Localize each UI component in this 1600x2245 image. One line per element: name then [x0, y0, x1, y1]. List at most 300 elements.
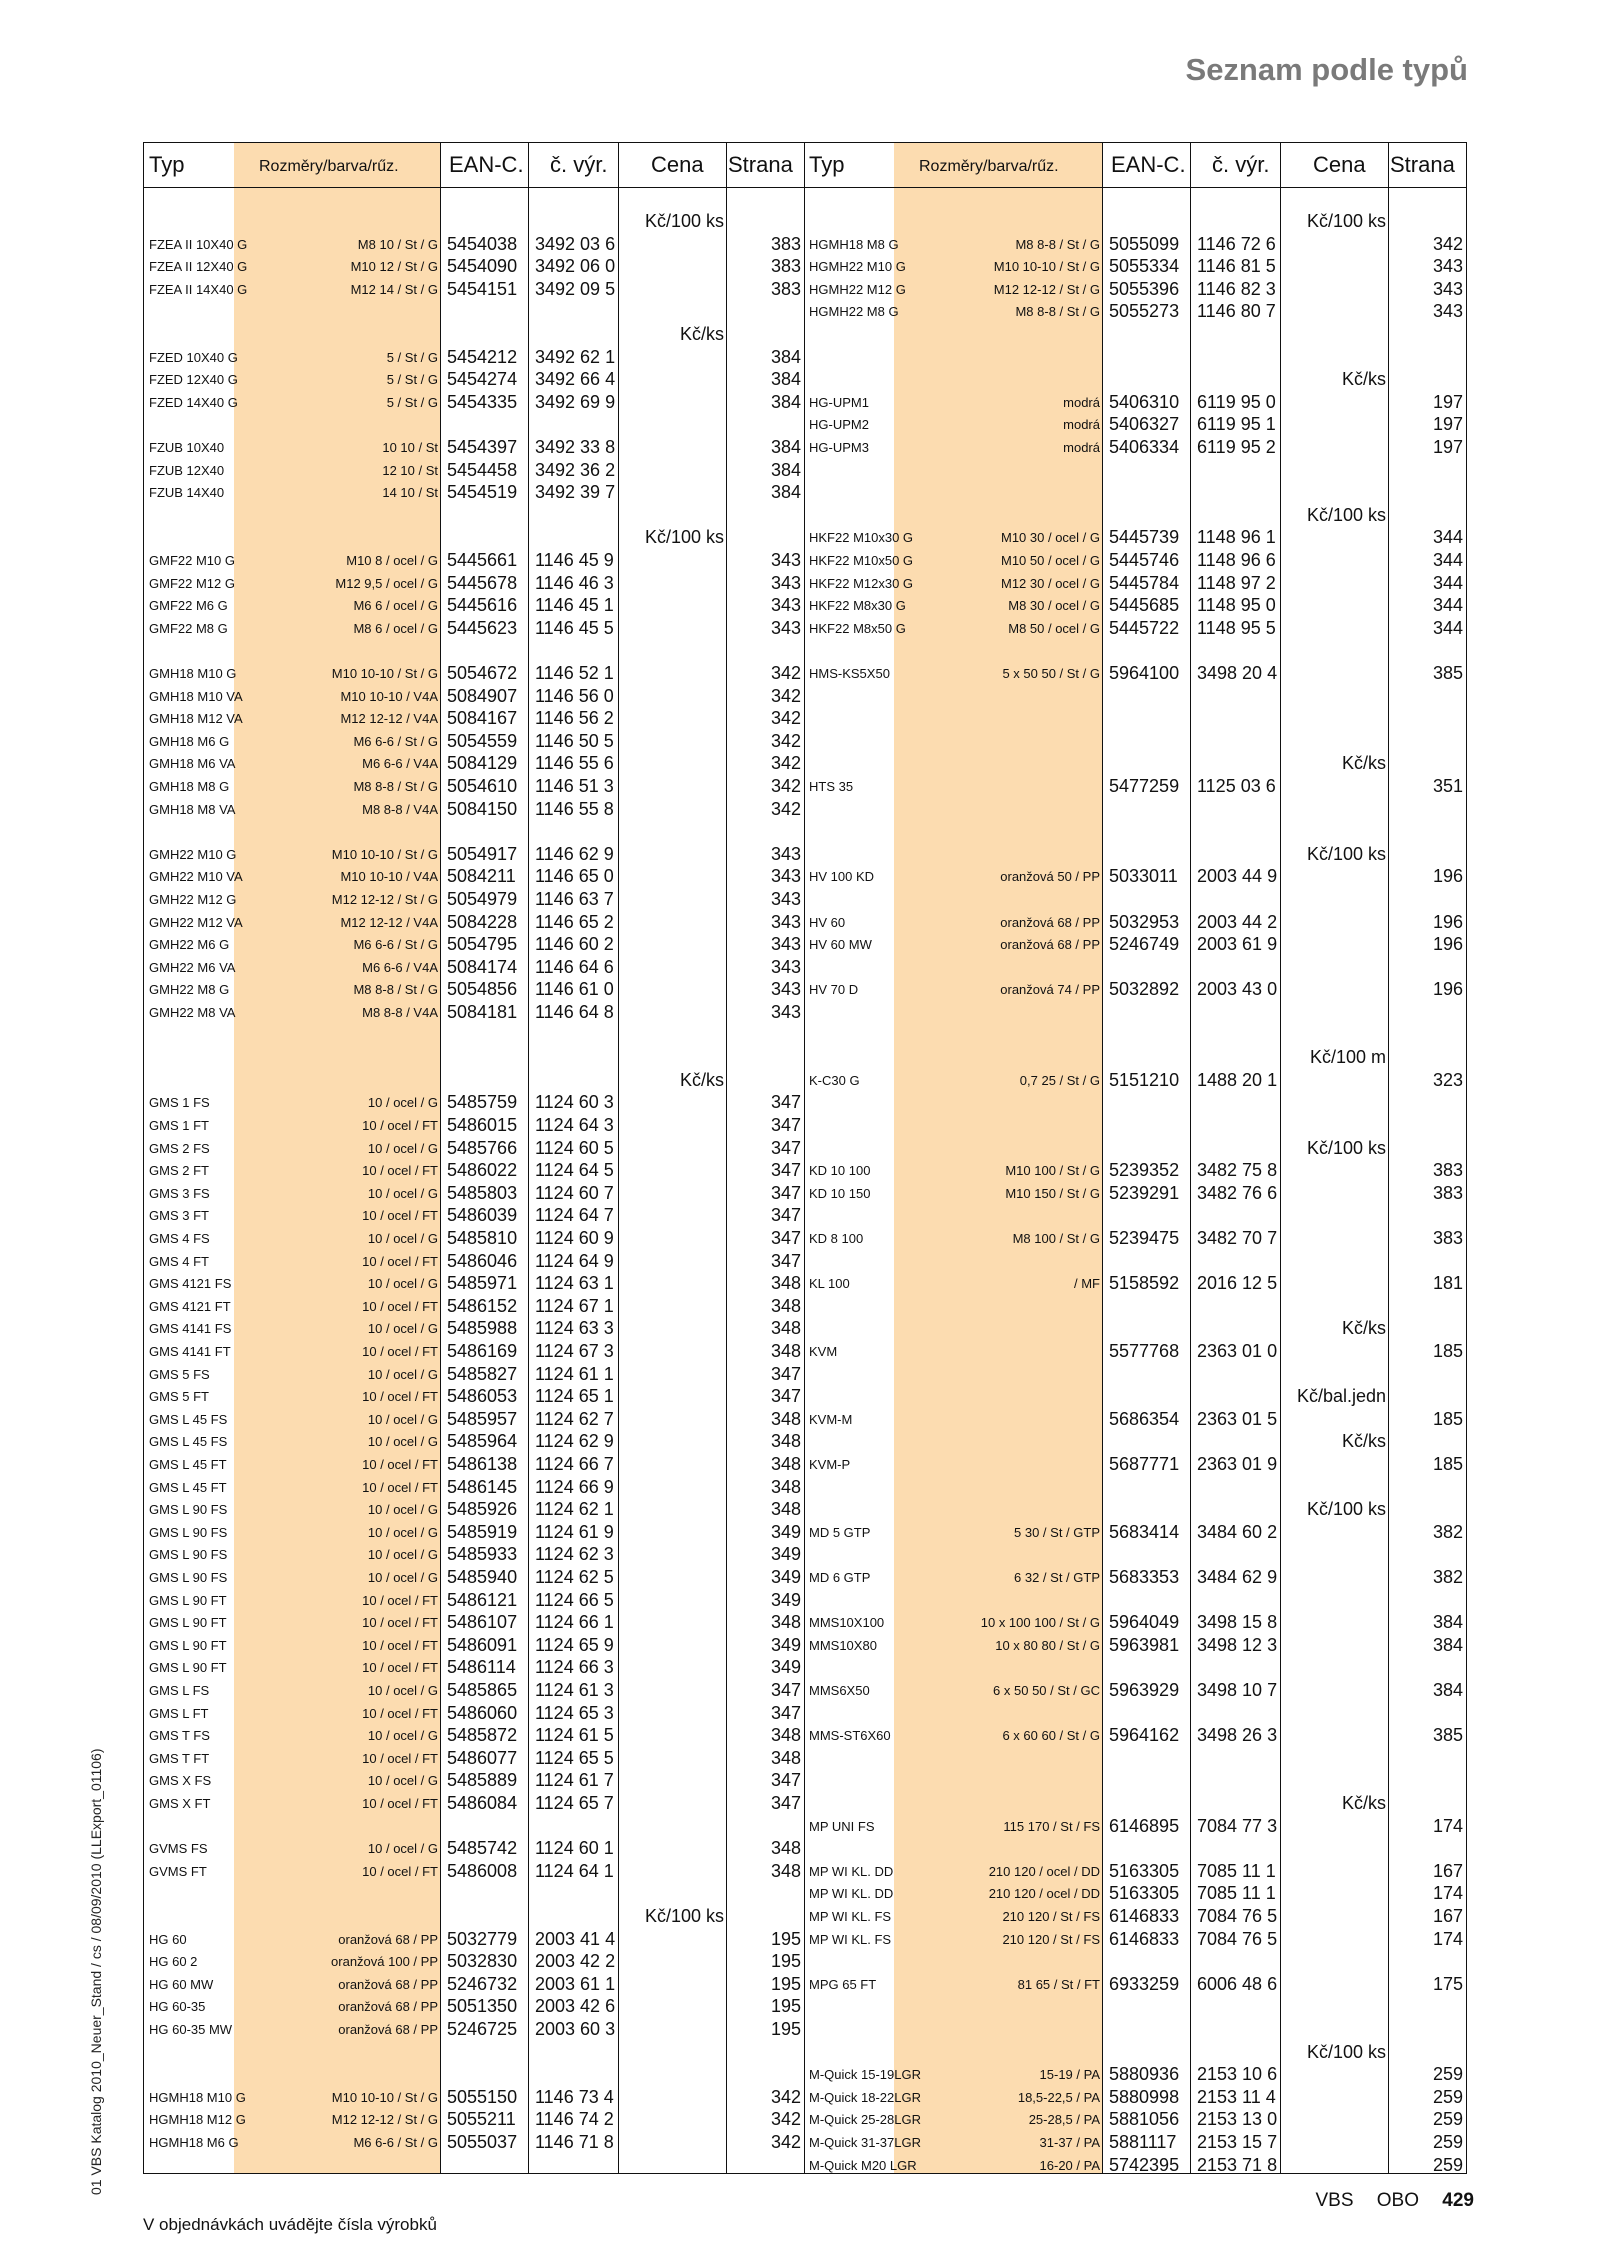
row-cislo-vyrobku: 1124 61 1 — [535, 1363, 614, 1384]
row-rozmery: 210 120 / ocel / DD — [988, 1863, 1100, 1879]
row-typ: MP WI KL. FS — [809, 1931, 892, 1947]
row-typ: MMS-ST6X60 — [809, 1728, 891, 1744]
table-row — [804, 233, 1466, 255]
table-row — [144, 1159, 804, 1181]
row-cislo-vyrobku: 1124 60 1 — [535, 1838, 614, 1859]
row-cislo-vyrobku: 3492 69 9 — [535, 391, 616, 412]
row-cislo-vyrobku: 3492 03 6 — [535, 233, 616, 254]
row-rozmery: 10 / ocel / FT — [362, 1344, 438, 1359]
row-rozmery: modrá — [1063, 417, 1100, 433]
table-row — [804, 1679, 1466, 1701]
row-strana: 344 — [1432, 550, 1463, 570]
row-ean: 5485759 — [447, 1092, 518, 1113]
table-row — [804, 933, 1466, 955]
row-cislo-vyrobku: 1148 96 6 — [1197, 550, 1276, 570]
row-rozmery: M8 8-8 / St / G — [1015, 304, 1100, 320]
table-row — [144, 1950, 804, 1972]
row-ean: 5486060 — [447, 1702, 518, 1723]
row-rozmery: 10 / ocel / G — [367, 1185, 438, 1201]
row-typ: GMS 4141 FT — [149, 1344, 231, 1359]
row-strana: 344 — [1432, 617, 1463, 638]
row-strana: 342 — [770, 730, 801, 751]
row-strana: 348 — [770, 1318, 801, 1339]
row-rozmery: 10 / ocel / FT — [362, 1796, 438, 1811]
row-strana: 348 — [770, 1499, 801, 1520]
row-typ: KD 8 100 — [809, 1231, 864, 1246]
row-rozmery: 10 / ocel / FT — [362, 1863, 438, 1879]
table-row — [144, 1860, 804, 1882]
row-ean: 5445616 — [447, 595, 518, 616]
row-ean: 5454151 — [447, 278, 518, 299]
row-strana: 343 — [770, 843, 801, 864]
row-cislo-vyrobku: 1148 96 1 — [1197, 527, 1276, 548]
row-strana: 384 — [770, 482, 801, 503]
row-cislo-vyrobku: 7084 77 3 — [1197, 1815, 1278, 1836]
row-strana: 348 — [770, 1431, 801, 1452]
price-unit-label: Kč/100 ks — [1306, 1137, 1386, 1158]
row-ean: 5445746 — [1109, 550, 1180, 570]
row-rozmery: oranžová 68 / PP — [338, 1976, 438, 1992]
row-rozmery: 10 / ocel / G — [367, 1502, 438, 1518]
row-ean: 5054672 — [447, 663, 518, 683]
row-rozmery: 210 120 / St / FS — [1002, 1931, 1100, 1947]
table-row — [144, 775, 804, 797]
row-rozmery: 5 / St / G — [386, 372, 438, 388]
table-row — [804, 1340, 1466, 1362]
row-strana: 342 — [770, 753, 801, 774]
row-cislo-vyrobku: 1124 65 3 — [535, 1702, 614, 1723]
row-rozmery: 10 / ocel / G — [367, 1524, 438, 1540]
row-rozmery: M12 30 / ocel / G — [1001, 575, 1100, 591]
table-row — [804, 2063, 1466, 2085]
row-typ: FZED 12X40 G — [149, 372, 238, 388]
table-row — [144, 233, 804, 255]
row-strana: 349 — [770, 1521, 801, 1542]
row-typ: MP WI KL. DD — [809, 1863, 894, 1879]
row-rozmery: M6 6-6 / St / G — [353, 937, 438, 953]
row-cislo-vyrobku: 1146 52 1 — [535, 663, 614, 683]
table-row — [804, 1566, 1466, 1588]
row-typ: GMS 1 FT — [149, 1118, 209, 1133]
row-ean: 5964100 — [1109, 663, 1180, 683]
row-strana: 348 — [770, 1476, 801, 1497]
table-row — [804, 1611, 1466, 1633]
row-strana: 175 — [1432, 1973, 1463, 1994]
row-typ: HGMH22 M10 G — [809, 259, 906, 275]
row-typ: HGMH18 M12 G — [149, 2112, 246, 2128]
row-strana: 348 — [770, 1408, 801, 1429]
row-ean: 5055273 — [1109, 301, 1180, 322]
table-row — [804, 2131, 1466, 2153]
table-row — [144, 707, 804, 729]
row-typ: GMH22 M10 VA — [149, 869, 243, 885]
row-ean: 5084907 — [447, 685, 518, 706]
row-cislo-vyrobku: 1124 65 1 — [535, 1386, 614, 1407]
row-rozmery: M6 6-6 / St / G — [353, 2135, 438, 2150]
table-row — [144, 617, 804, 639]
header-ean: EAN-C. — [449, 152, 524, 177]
row-typ: GMS 4 FT — [149, 1253, 209, 1269]
row-cislo-vyrobku: 3492 33 8 — [535, 437, 616, 457]
row-rozmery: 10 / ocel / FT — [362, 1208, 438, 1224]
row-strana: 384 — [770, 346, 801, 367]
row-ean: 5686354 — [1109, 1408, 1180, 1429]
row-cislo-vyrobku: 2003 61 9 — [1197, 934, 1278, 955]
row-ean: 5445722 — [1109, 617, 1180, 638]
table-left-half — [144, 143, 804, 2173]
page-number: 429 — [1442, 2190, 1474, 2211]
row-typ: GMS L 45 FT — [149, 1457, 227, 1472]
row-typ: FZED 10X40 G — [149, 349, 238, 365]
row-ean: 5486022 — [447, 1160, 518, 1181]
row-strana: 195 — [770, 2019, 801, 2039]
row-typ: M-Quick 25-28LGR — [809, 2112, 921, 2128]
row-cislo-vyrobku: 1124 66 5 — [535, 1589, 614, 1610]
row-cislo-vyrobku: 3482 75 8 — [1197, 1160, 1278, 1181]
row-strana: 323 — [1432, 1069, 1463, 1090]
row-ean: 5485803 — [447, 1182, 518, 1203]
row-cislo-vyrobku: 1124 64 7 — [535, 1205, 614, 1226]
row-ean: 5084228 — [447, 911, 518, 932]
page-title: Seznam podle typů — [1185, 52, 1468, 87]
row-strana: 195 — [770, 1951, 801, 1972]
table-row — [804, 1182, 1466, 1204]
row-rozmery: M8 50 / ocel / G — [1008, 620, 1100, 636]
row-ean: 5032779 — [447, 1928, 518, 1949]
row-rozmery: 10 / ocel / G — [367, 1773, 438, 1789]
row-cislo-vyrobku: 1124 66 7 — [535, 1454, 614, 1474]
table-row — [144, 1995, 804, 2017]
table-row — [144, 1453, 804, 1475]
row-cislo-vyrobku: 2003 44 9 — [1197, 866, 1278, 887]
table-row — [804, 1408, 1466, 1430]
row-strana: 197 — [1432, 391, 1463, 412]
row-rozmery: 5 30 / St / GTP — [1014, 1524, 1100, 1540]
table-row — [804, 911, 1466, 933]
row-rozmery: 10 / ocel / G — [367, 1366, 438, 1382]
row-typ: HGMH18 M10 G — [149, 2089, 246, 2105]
table-row — [144, 459, 804, 481]
row-cislo-vyrobku: 1146 55 6 — [535, 753, 614, 774]
row-typ: GMF22 M8 G — [149, 620, 228, 636]
price-unit-label: Kč/100 ks — [1306, 843, 1386, 864]
row-strana: 385 — [1432, 1725, 1463, 1746]
row-ean: 5485964 — [447, 1431, 518, 1452]
row-strana: 383 — [770, 278, 801, 299]
row-cislo-vyrobku: 1124 67 1 — [535, 1295, 614, 1316]
row-typ: GMS 2 FS — [149, 1140, 210, 1156]
price-unit-label: Kč/100 ks — [644, 1906, 724, 1926]
row-typ: HV 100 KD — [809, 869, 875, 885]
row-cislo-vyrobku: 1146 65 0 — [535, 866, 614, 887]
row-cislo-vyrobku: 1146 56 2 — [535, 708, 614, 729]
row-cislo-vyrobku: 1146 80 7 — [1197, 301, 1276, 322]
row-typ: GMS 5 FS — [149, 1366, 210, 1382]
row-cislo-vyrobku: 1146 74 2 — [535, 2109, 614, 2130]
row-rozmery: 6 x 50 50 / St / GC — [993, 1683, 1100, 1698]
row-cislo-vyrobku: 2363 01 9 — [1197, 1454, 1278, 1474]
row-typ: GMS L 90 FS — [149, 1524, 228, 1540]
price-unit-label: Kč/100 ks — [1306, 504, 1386, 525]
row-rozmery: 10 / ocel / FT — [362, 1705, 438, 1721]
row-cislo-vyrobku: 1146 60 2 — [535, 934, 614, 955]
row-strana: 342 — [770, 2132, 801, 2152]
table-row — [144, 2131, 804, 2153]
row-rozmery: M8 6 / ocel / G — [353, 620, 438, 636]
row-strana: 347 — [770, 1092, 801, 1113]
row-strana: 196 — [1432, 866, 1463, 887]
table-row — [144, 1385, 804, 1407]
row-strana: 348 — [770, 1454, 801, 1474]
price-unit-label: Kč/ks — [1341, 1318, 1386, 1339]
row-ean: 5454519 — [447, 482, 518, 503]
row-typ: GMS L FS — [149, 1683, 210, 1698]
row-cislo-vyrobku: 2003 61 1 — [535, 1973, 616, 1994]
row-typ: GMS L 45 FS — [149, 1434, 228, 1450]
row-rozmery: modrá — [1063, 394, 1100, 410]
row-cislo-vyrobku: 1146 63 7 — [535, 889, 614, 909]
row-cislo-vyrobku: 1124 67 3 — [535, 1341, 614, 1361]
row-rozmery: / MF — [1074, 1276, 1100, 1292]
row-typ: GVMS FS — [149, 1841, 208, 1857]
row-ean: 5485742 — [447, 1838, 518, 1859]
row-rozmery: 25-28,5 / PA — [1028, 2112, 1100, 2128]
row-strana: 259 — [1432, 2109, 1463, 2130]
row-strana: 349 — [770, 1567, 801, 1587]
row-cislo-vyrobku: 2363 01 5 — [1197, 1408, 1278, 1429]
row-strana: 349 — [770, 1657, 801, 1678]
row-rozmery: 6 x 60 60 / St / G — [1002, 1728, 1100, 1744]
table-row — [144, 1295, 804, 1317]
row-rozmery: 210 120 / ocel / DD — [988, 1886, 1100, 1902]
row-strana: 347 — [770, 1770, 801, 1791]
row-strana: 185 — [1432, 1454, 1463, 1474]
row-ean: 5963981 — [1109, 1634, 1180, 1655]
row-strana: 347 — [770, 1182, 801, 1203]
row-rozmery: M8 8-8 / St / G — [353, 982, 438, 998]
row-typ: GMH18 M6 G — [149, 733, 230, 749]
row-ean: 5239352 — [1109, 1160, 1180, 1181]
row-typ: GMH22 M6 G — [149, 937, 230, 953]
row-cislo-vyrobku: 1124 62 1 — [535, 1499, 614, 1520]
row-rozmery: M10 10-10 / St / G — [331, 846, 438, 862]
row-cislo-vyrobku: 1148 97 2 — [1197, 572, 1276, 593]
row-ean: 5486145 — [447, 1476, 518, 1497]
row-strana: 197 — [1432, 437, 1463, 457]
row-strana: 259 — [1432, 2132, 1463, 2152]
row-rozmery: 10 x 80 80 / St / G — [995, 1637, 1100, 1653]
row-cislo-vyrobku: 1146 73 4 — [535, 2086, 614, 2107]
row-ean: 5406327 — [1109, 414, 1180, 435]
row-cislo-vyrobku: 3498 12 3 — [1197, 1634, 1278, 1655]
row-ean: 5445678 — [447, 572, 518, 593]
row-typ: M-Quick 18-22LGR — [809, 2089, 921, 2105]
row-rozmery: M8 8-8 / St / G — [353, 779, 438, 794]
row-rozmery: M10 30 / ocel / G — [1001, 530, 1100, 546]
row-ean: 5454335 — [447, 391, 518, 412]
header-cena: Cena — [1313, 152, 1366, 177]
row-typ: GMS T FT — [149, 1750, 210, 1766]
row-ean: 5445739 — [1109, 527, 1180, 548]
row-rozmery: oranžová 68 / PP — [338, 1999, 438, 2015]
row-rozmery: 10 / ocel / FT — [362, 1253, 438, 1269]
row-strana: 348 — [770, 1295, 801, 1316]
row-rozmery: 15-19 / PA — [1039, 2067, 1100, 2083]
row-strana: 348 — [770, 1747, 801, 1768]
row-ean: 5239291 — [1109, 1182, 1180, 1203]
row-cislo-vyrobku: 1124 60 9 — [535, 1228, 614, 1248]
row-cislo-vyrobku: 2153 15 7 — [1197, 2132, 1278, 2152]
table-row — [144, 481, 804, 503]
row-ean: 6146833 — [1109, 1906, 1180, 1926]
row-typ: GMH22 M12 G — [149, 892, 237, 907]
table-row — [144, 1340, 804, 1362]
row-strana: 343 — [1432, 256, 1463, 277]
row-rozmery: oranžová 68 / PP — [1000, 937, 1100, 953]
row-ean: 5486152 — [447, 1295, 518, 1316]
row-cislo-vyrobku: 1124 60 5 — [535, 1137, 614, 1158]
row-strana: 347 — [770, 1702, 801, 1723]
table-row — [144, 572, 804, 594]
row-cislo-vyrobku: 3482 70 7 — [1197, 1228, 1278, 1248]
row-rozmery: M12 12-12 / St / G — [331, 2112, 438, 2128]
row-strana: 348 — [770, 1612, 801, 1633]
row-ean: 5485940 — [447, 1567, 518, 1587]
row-rozmery: M10 12 / St / G — [350, 259, 438, 275]
row-typ: GMS L 90 FT — [149, 1615, 227, 1631]
row-strana: 343 — [770, 866, 801, 887]
table-row — [804, 662, 1466, 684]
row-rozmery: M10 150 / St / G — [1005, 1185, 1100, 1201]
table-row — [144, 911, 804, 933]
row-cislo-vyrobku: 1124 66 3 — [535, 1657, 614, 1678]
row-strana: 174 — [1432, 1883, 1463, 1904]
row-rozmery: 210 120 / St / FS — [1002, 1909, 1100, 1924]
row-rozmery: 10 / ocel / FT — [362, 1118, 438, 1133]
table-row — [804, 1159, 1466, 1181]
row-typ: M-Quick 15-19LGR — [809, 2067, 921, 2083]
price-unit-label: Kč/ks — [679, 1069, 724, 1090]
row-ean: 5485988 — [447, 1318, 518, 1339]
row-ean: 5454090 — [447, 256, 518, 277]
row-strana: 174 — [1432, 1815, 1463, 1836]
row-rozmery: 115 170 / St / FS — [1003, 1818, 1100, 1834]
table-row — [144, 1250, 804, 1272]
row-cislo-vyrobku: 1146 56 0 — [535, 685, 614, 706]
row-cislo-vyrobku: 3498 10 7 — [1197, 1680, 1278, 1700]
row-typ: HGMH18 M6 G — [149, 2135, 239, 2150]
row-rozmery: 10 / ocel / FT — [362, 1637, 438, 1653]
row-typ: MD 6 GTP — [809, 1570, 871, 1585]
row-rozmery: 16-20 / PA — [1039, 2157, 1100, 2173]
row-strana: 342 — [770, 2086, 801, 2107]
table-row — [144, 346, 804, 368]
row-typ: GMH18 M6 VA — [149, 756, 236, 772]
row-typ: GMH22 M8 VA — [149, 1005, 236, 1020]
table-row — [144, 888, 804, 910]
row-typ: MP WI KL. FS — [809, 1909, 892, 1924]
row-rozmery: M6 6-6 / St / G — [353, 733, 438, 749]
header-ean: EAN-C. — [1111, 152, 1186, 177]
table-row — [144, 2018, 804, 2040]
table-row — [804, 413, 1466, 435]
row-typ: HG 60-35 — [149, 1999, 206, 2015]
row-ean: 5963929 — [1109, 1680, 1180, 1700]
row-strana: 348 — [770, 1341, 801, 1361]
table-row — [144, 2086, 804, 2108]
row-cislo-vyrobku: 3492 39 7 — [535, 482, 616, 503]
row-cislo-vyrobku: 3484 62 9 — [1197, 1567, 1278, 1587]
header-strana: Strana — [728, 152, 793, 177]
row-strana: 384 — [770, 369, 801, 390]
row-strana: 342 — [770, 663, 801, 683]
row-cislo-vyrobku: 1124 66 9 — [535, 1476, 614, 1497]
row-strana: 259 — [1432, 2064, 1463, 2085]
table-row — [144, 1656, 804, 1678]
row-strana: 343 — [770, 956, 801, 977]
row-ean: 5054795 — [447, 934, 518, 955]
row-cislo-vyrobku: 1124 63 1 — [535, 1273, 614, 1294]
row-rozmery: 10 / ocel / FT — [362, 1750, 438, 1766]
row-ean: 5158592 — [1109, 1273, 1180, 1294]
table-row — [144, 956, 804, 978]
row-rozmery: M12 12-12 / V4A — [340, 711, 438, 727]
table-row — [144, 1543, 804, 1565]
row-ean: 5032953 — [1109, 911, 1180, 932]
row-typ: GMH18 M8 VA — [149, 801, 236, 817]
row-rozmery: M12 12-12 / St / G — [993, 281, 1100, 297]
header-cena: Cena — [651, 152, 704, 177]
table-row — [144, 1137, 804, 1159]
row-cislo-vyrobku: 1124 60 7 — [535, 1182, 614, 1203]
table-row — [144, 1498, 804, 1520]
row-cislo-vyrobku: 1146 51 3 — [535, 776, 614, 796]
table-row — [144, 1182, 804, 1204]
row-strana: 348 — [770, 1273, 801, 1294]
table-row — [804, 1973, 1466, 1995]
row-ean: 5486039 — [447, 1205, 518, 1226]
row-strana: 383 — [1432, 1228, 1463, 1248]
row-ean: 5246732 — [447, 1973, 518, 1994]
row-rozmery: 10 / ocel / G — [367, 1683, 438, 1698]
header-typ: Typ — [809, 152, 845, 177]
row-cislo-vyrobku: 1146 55 8 — [535, 798, 614, 819]
row-ean: 5485926 — [447, 1499, 518, 1520]
row-rozmery: 10 / ocel / G — [367, 1411, 438, 1427]
row-ean: 5032830 — [447, 1951, 518, 1972]
catalog-table — [143, 142, 1467, 2174]
row-typ: KD 10 100 — [809, 1163, 871, 1179]
row-typ: HGMH22 M8 G — [809, 304, 899, 320]
row-strana: 349 — [770, 1544, 801, 1565]
table-row — [804, 1905, 1466, 1927]
table-row — [804, 865, 1466, 887]
table-row — [144, 1430, 804, 1452]
table-row — [804, 2086, 1466, 2108]
row-ean: 5051350 — [447, 1996, 518, 2017]
row-rozmery: oranžová 68 / PP — [1000, 914, 1100, 930]
row-cislo-vyrobku: 1124 62 5 — [535, 1567, 614, 1587]
row-cislo-vyrobku: 3498 26 3 — [1197, 1725, 1278, 1746]
row-strana: 197 — [1432, 414, 1463, 435]
row-rozmery: 5 / St / G — [386, 349, 438, 365]
price-unit-label: Kč/bal.jedn — [1296, 1386, 1386, 1407]
row-typ: GMH18 M10 G — [149, 666, 237, 681]
row-cislo-vyrobku: 1125 03 6 — [1197, 776, 1276, 796]
row-strana: 343 — [770, 572, 801, 593]
table-row — [144, 594, 804, 616]
row-cislo-vyrobku: 3482 76 6 — [1197, 1182, 1278, 1203]
